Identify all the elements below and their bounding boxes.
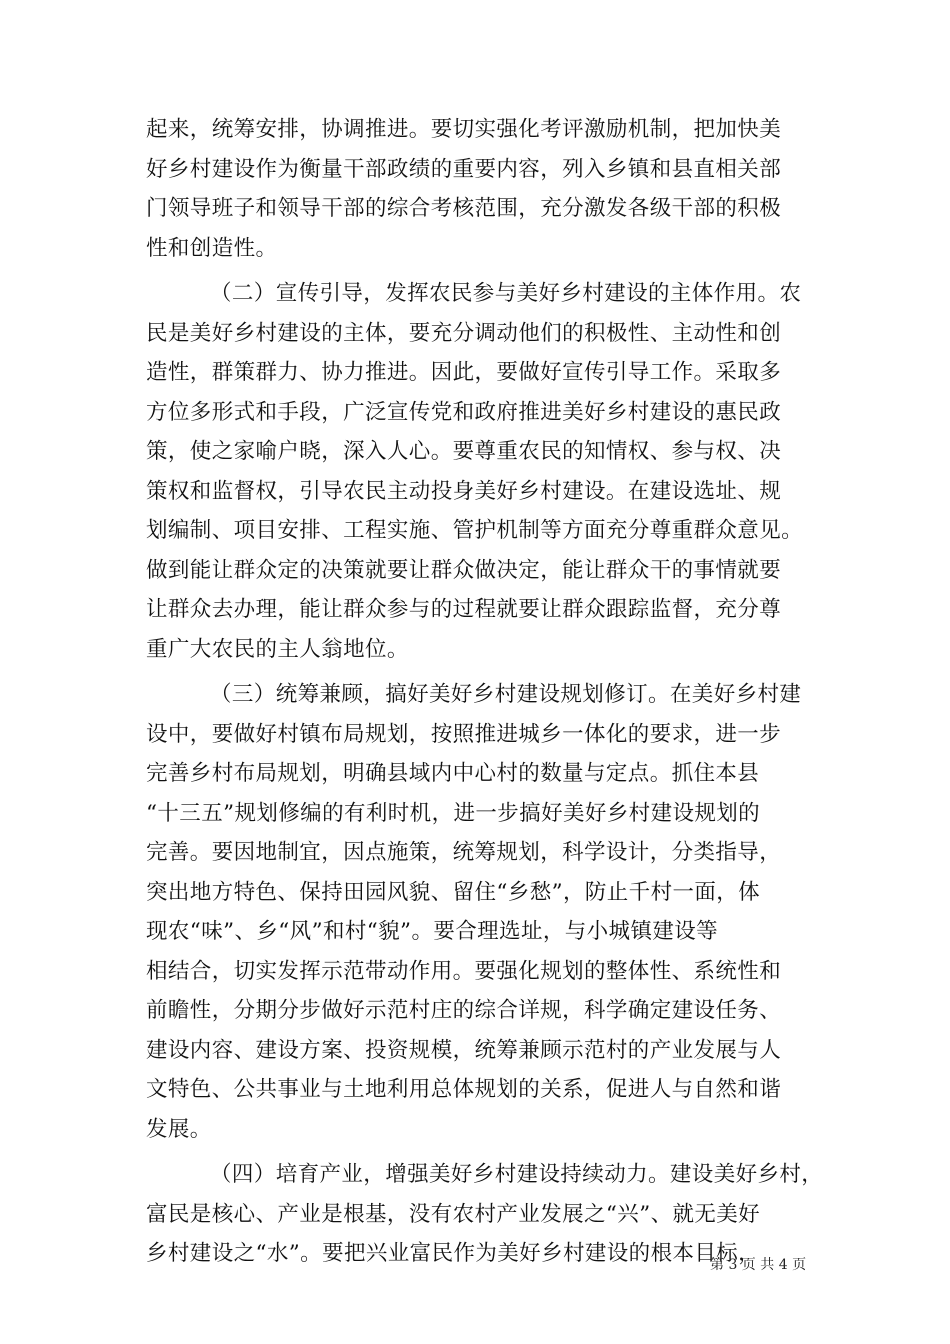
text-line: 乡村建设之“水”。要把兴业富民作为美好乡村建设的根本目标，	[146, 1241, 761, 1266]
text-line: 文特色、公共事业与土地利用总体规划的关系，促进人与自然和谐	[146, 1077, 782, 1102]
text-line: 起来，统筹安排，协调推进。要切实强化考评激励机制，把加快美	[146, 117, 782, 142]
text-line: 门领导班子和领导干部的综合考核范围，充分激发各级干部的积极	[146, 196, 782, 221]
text-line: 发展。	[146, 1116, 212, 1142]
text-line: 突出地方特色、保持田园风貌、留住“乡愁”，防止千村一面，体	[146, 879, 761, 905]
text-line: 让群众去办理，能让群众参与的过程就要让群众跟踪监督，充分尊	[146, 597, 782, 622]
section-four-heading-line: （四）培育产业，增强美好乡村建设持续动力。建设美好乡村，	[210, 1162, 824, 1187]
text-line: 前瞻性，分期分步做好示范村庄的综合详规，科学确定建设任务、	[146, 998, 782, 1023]
text-line: 民是美好乡村建设的主体，要充分调动他们的积极性、主动性和创	[146, 320, 782, 346]
text-line: 现农“味”、乡“风”和村“貌”。要合理选址，与小城镇建设等	[146, 919, 719, 944]
text-line: 建设内容、建设方案、投资规模，统筹兼顾示范村的产业发展与人	[146, 1037, 782, 1063]
text-line: 性和创造性。	[146, 235, 278, 261]
text-line: 策，使之家喻户晓，深入人心。要尊重农民的知情权、参与权、决	[146, 439, 782, 464]
text-line: 造性，群策群力、协力推进。因此，要做好宣传引导工作。采取多	[146, 360, 782, 385]
page-number-footer: 第 3 页 共 4 页	[710, 1257, 807, 1273]
text-line: “十三五”规划修编的有利时机，进一步搞好美好乡村建设规划的	[146, 800, 761, 826]
text-line: 完善。要因地制宜，因点施策，统筹规划，科学设计，分类指导，	[146, 840, 782, 865]
text-line: 方位多形式和手段，广泛宣传党和政府推进美好乡村建设的惠民政	[146, 399, 782, 425]
text-line: 策权和监督权，引导农民主动投身美好乡村建设。在建设选址、规	[146, 478, 782, 504]
text-line: 相结合，切实发挥示范带动作用。要强化规划的整体性、系统性和	[146, 958, 782, 984]
section-three-heading-line: （三）统筹兼顾，搞好美好乡村建设规划修订。在美好乡村建	[210, 682, 802, 707]
text-line: 完善乡村布局规划，明确县域内中心村的数量与定点。抓住本县	[146, 761, 760, 786]
text-line: 做到能让群众定的决策就要让群众做决定，能让群众干的事情就要	[146, 557, 782, 583]
text-line: 好乡村建设作为衡量干部政绩的重要内容，列入乡镇和县直相关部	[146, 156, 782, 182]
section-two-heading-line: （二）宣传引导，发挥农民参与美好乡村建设的主体作用。农	[210, 281, 802, 306]
text-line: 设中，要做好村镇布局规划，按照推进城乡一体化的要求，进一步	[146, 721, 782, 747]
text-line: 富民是核心、产业是根基，没有农村产业发展之“兴”、就无美好	[146, 1201, 761, 1227]
text-line: 重广大农民的主人翁地位。	[146, 636, 409, 662]
text-line: 划编制、项目安排、工程实施、管护机制等方面充分尊重群众意见。	[146, 518, 804, 543]
document-body	[146, 110, 826, 1274]
